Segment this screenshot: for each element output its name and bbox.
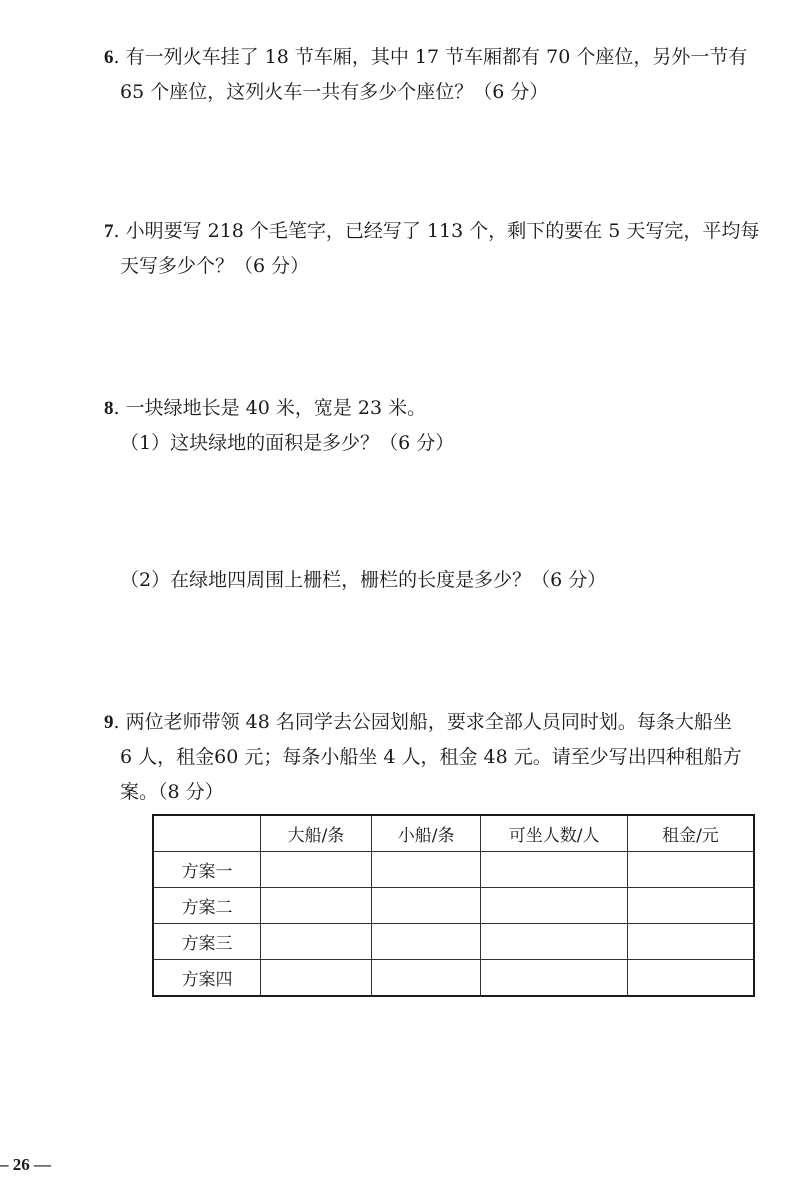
table-header-blank bbox=[153, 815, 261, 852]
answer-cell[interactable] bbox=[261, 960, 372, 997]
row-label: 方案三 bbox=[153, 924, 261, 960]
table-row bbox=[153, 852, 754, 888]
row-label: 方案四 bbox=[153, 960, 261, 997]
table-row bbox=[153, 924, 754, 960]
table-row bbox=[153, 960, 754, 997]
page-number: – 26 — bbox=[0, 1155, 51, 1174]
table-header-small-boats: 小船/条 bbox=[371, 815, 481, 852]
answer-cell[interactable] bbox=[261, 924, 372, 960]
question-8-part-1: （1）这块绿地的面积是多少？（6 分） bbox=[120, 432, 455, 454]
question-text: . 一块绿地长是 40 米，宽是 23 米。 bbox=[113, 397, 427, 419]
answer-cell[interactable] bbox=[371, 852, 481, 888]
question-text: 65 个座位，这列火车一共有多少个座位？（6 分） bbox=[120, 81, 549, 103]
answer-cell[interactable] bbox=[261, 888, 372, 924]
table-header-rent: 租金/元 bbox=[627, 815, 754, 852]
answer-cell[interactable] bbox=[627, 852, 754, 888]
question-9 bbox=[104, 705, 784, 810]
question-number: 9 bbox=[104, 712, 114, 733]
row-label: 方案一 bbox=[153, 852, 261, 888]
question-number: 8 bbox=[104, 398, 114, 419]
question-7 bbox=[104, 214, 784, 284]
answer-cell[interactable] bbox=[261, 852, 372, 888]
table-header-large-boats: 大船/条 bbox=[261, 815, 372, 852]
question-number: 6 bbox=[104, 47, 114, 68]
question-8-part-2: （2）在绿地四周围上栅栏，栅栏的长度是多少？（6 分） bbox=[120, 569, 607, 591]
answer-cell[interactable] bbox=[627, 924, 754, 960]
answer-cell[interactable] bbox=[627, 888, 754, 924]
question-text: . 小明要写 218 个毛笔字，已经写了 113 个，剩下的要在 5 天写完，平均每 bbox=[113, 220, 760, 242]
question-number: 7 bbox=[104, 221, 114, 242]
answer-cell[interactable] bbox=[481, 888, 627, 924]
table-header-row bbox=[153, 815, 754, 852]
boat-rental-table bbox=[152, 814, 755, 997]
question-text: . 有一列火车挂了 18 节车厢，其中 17 节车厢都有 70 个座位，另外一节有 bbox=[113, 46, 748, 68]
answer-cell[interactable] bbox=[627, 960, 754, 997]
answer-cell[interactable] bbox=[371, 888, 481, 924]
answer-cell[interactable] bbox=[481, 924, 627, 960]
answer-cell[interactable] bbox=[481, 852, 627, 888]
question-text: 案。（8 分） bbox=[120, 781, 224, 803]
question-text: 6 人，租金60 元；每条小船坐 4 人，租金 48 元。请至少写出四种租船方 bbox=[120, 746, 742, 768]
question-6 bbox=[104, 40, 784, 110]
table-header-capacity: 可坐人数/人 bbox=[481, 815, 627, 852]
answer-cell[interactable] bbox=[371, 960, 481, 997]
question-text: . 两位老师带领 48 名同学去公园划船，要求全部人员同时划。每条大船坐 bbox=[113, 711, 732, 733]
row-label: 方案二 bbox=[153, 888, 261, 924]
answer-cell[interactable] bbox=[481, 960, 627, 997]
answer-cell[interactable] bbox=[371, 924, 481, 960]
question-text: 天写多少个？（6 分） bbox=[120, 255, 310, 277]
question-8 bbox=[104, 391, 784, 426]
table-row bbox=[153, 888, 754, 924]
